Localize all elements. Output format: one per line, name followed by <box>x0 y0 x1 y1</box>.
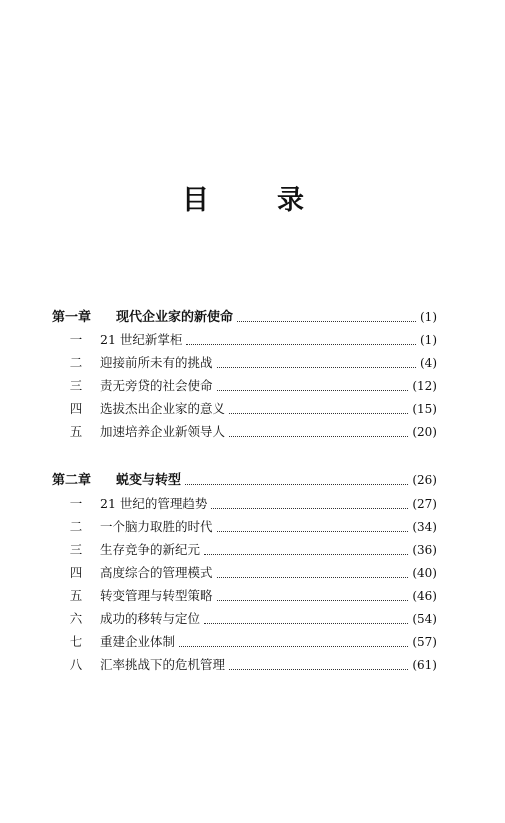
dot-leader <box>229 436 408 437</box>
page-number: (40) <box>412 566 437 580</box>
section-title: 选拔杰出企业家的意义 <box>100 401 226 416</box>
toc-entry[interactable] <box>52 353 437 373</box>
section-number: 一 <box>69 496 83 511</box>
section-title: 转变管理与转型策略 <box>100 588 213 603</box>
page-number: (12) <box>412 379 437 393</box>
section-title: 21 世纪新掌柜 <box>100 332 183 347</box>
dot-leader <box>204 623 408 624</box>
section-title: 21 世纪的管理趋势 <box>100 496 208 511</box>
chapter-label: 第二章 <box>52 473 92 488</box>
section-title: 责无旁贷的社会使命 <box>100 378 213 393</box>
chapter-label: 第一章 <box>52 310 92 325</box>
toc-chapter-2[interactable] <box>52 470 437 490</box>
section-number: 四 <box>69 401 83 416</box>
dot-leader <box>229 669 408 670</box>
page-number: (26) <box>412 473 437 487</box>
dot-leader <box>204 554 408 555</box>
toc-entry[interactable] <box>52 540 437 560</box>
page-number: (4) <box>420 356 437 370</box>
section-number: 三 <box>69 542 83 557</box>
dot-leader <box>185 484 408 485</box>
dot-leader <box>237 321 416 322</box>
toc-entry[interactable] <box>52 586 437 606</box>
section-title: 生存竞争的新纪元 <box>100 542 201 557</box>
section-title: 迎接前所未有的挑战 <box>100 355 213 370</box>
section-number: 八 <box>69 657 83 672</box>
section-title: 汇率挑战下的危机管理 <box>100 657 226 672</box>
page-number: (57) <box>412 635 437 649</box>
page-number: (15) <box>412 402 437 416</box>
dot-leader <box>217 577 409 578</box>
section-title: 重建企业体制 <box>100 634 176 649</box>
page-number: (27) <box>412 497 437 511</box>
page-number: (36) <box>412 543 437 557</box>
section-title: 高度综合的管理模式 <box>100 565 213 580</box>
section-title: 加速培养企业新领导人 <box>100 424 226 439</box>
section-number: 三 <box>69 378 83 393</box>
dot-leader <box>217 367 416 368</box>
section-number: 五 <box>69 588 83 603</box>
page-number: (34) <box>412 520 437 534</box>
title-char-1: 目 <box>182 185 209 216</box>
page-number: (54) <box>412 612 437 626</box>
page-number: (46) <box>412 589 437 603</box>
chapter-title: 现代企业家的新使命 <box>116 310 234 325</box>
toc-chapter-1[interactable] <box>52 307 437 327</box>
toc-entry[interactable] <box>52 655 437 675</box>
section-number: 四 <box>69 565 83 580</box>
dot-leader <box>217 390 409 391</box>
toc-entry[interactable] <box>52 376 437 396</box>
page-number: (1) <box>420 333 437 347</box>
section-number: 二 <box>69 519 83 534</box>
page-number: (1) <box>420 310 437 324</box>
toc-entry[interactable] <box>52 563 437 583</box>
dot-leader <box>217 531 409 532</box>
section-number: 七 <box>69 634 83 649</box>
dot-leader <box>229 413 408 414</box>
dot-leader <box>186 344 416 345</box>
dot-leader <box>211 508 408 509</box>
dot-leader <box>179 646 408 647</box>
page-number: (20) <box>412 425 437 439</box>
toc-entry[interactable] <box>52 494 437 514</box>
section-title: 一个脑力取胜的时代 <box>100 519 213 534</box>
page-number: (61) <box>412 658 437 672</box>
section-number: 六 <box>69 611 83 626</box>
toc-entry[interactable] <box>52 609 437 629</box>
dot-leader <box>217 600 409 601</box>
toc-entry[interactable] <box>52 517 437 537</box>
section-number: 五 <box>69 424 83 439</box>
section-title: 成功的移转与定位 <box>100 611 201 626</box>
section-number: 二 <box>69 355 83 370</box>
toc-entry[interactable] <box>52 330 437 350</box>
section-number: 一 <box>69 332 83 347</box>
chapter-title: 蜕变与转型 <box>116 473 182 488</box>
toc-entry[interactable] <box>52 399 437 419</box>
toc-entry[interactable] <box>52 632 437 652</box>
title-char-2: 录 <box>277 185 304 216</box>
toc-entry[interactable] <box>52 422 437 442</box>
